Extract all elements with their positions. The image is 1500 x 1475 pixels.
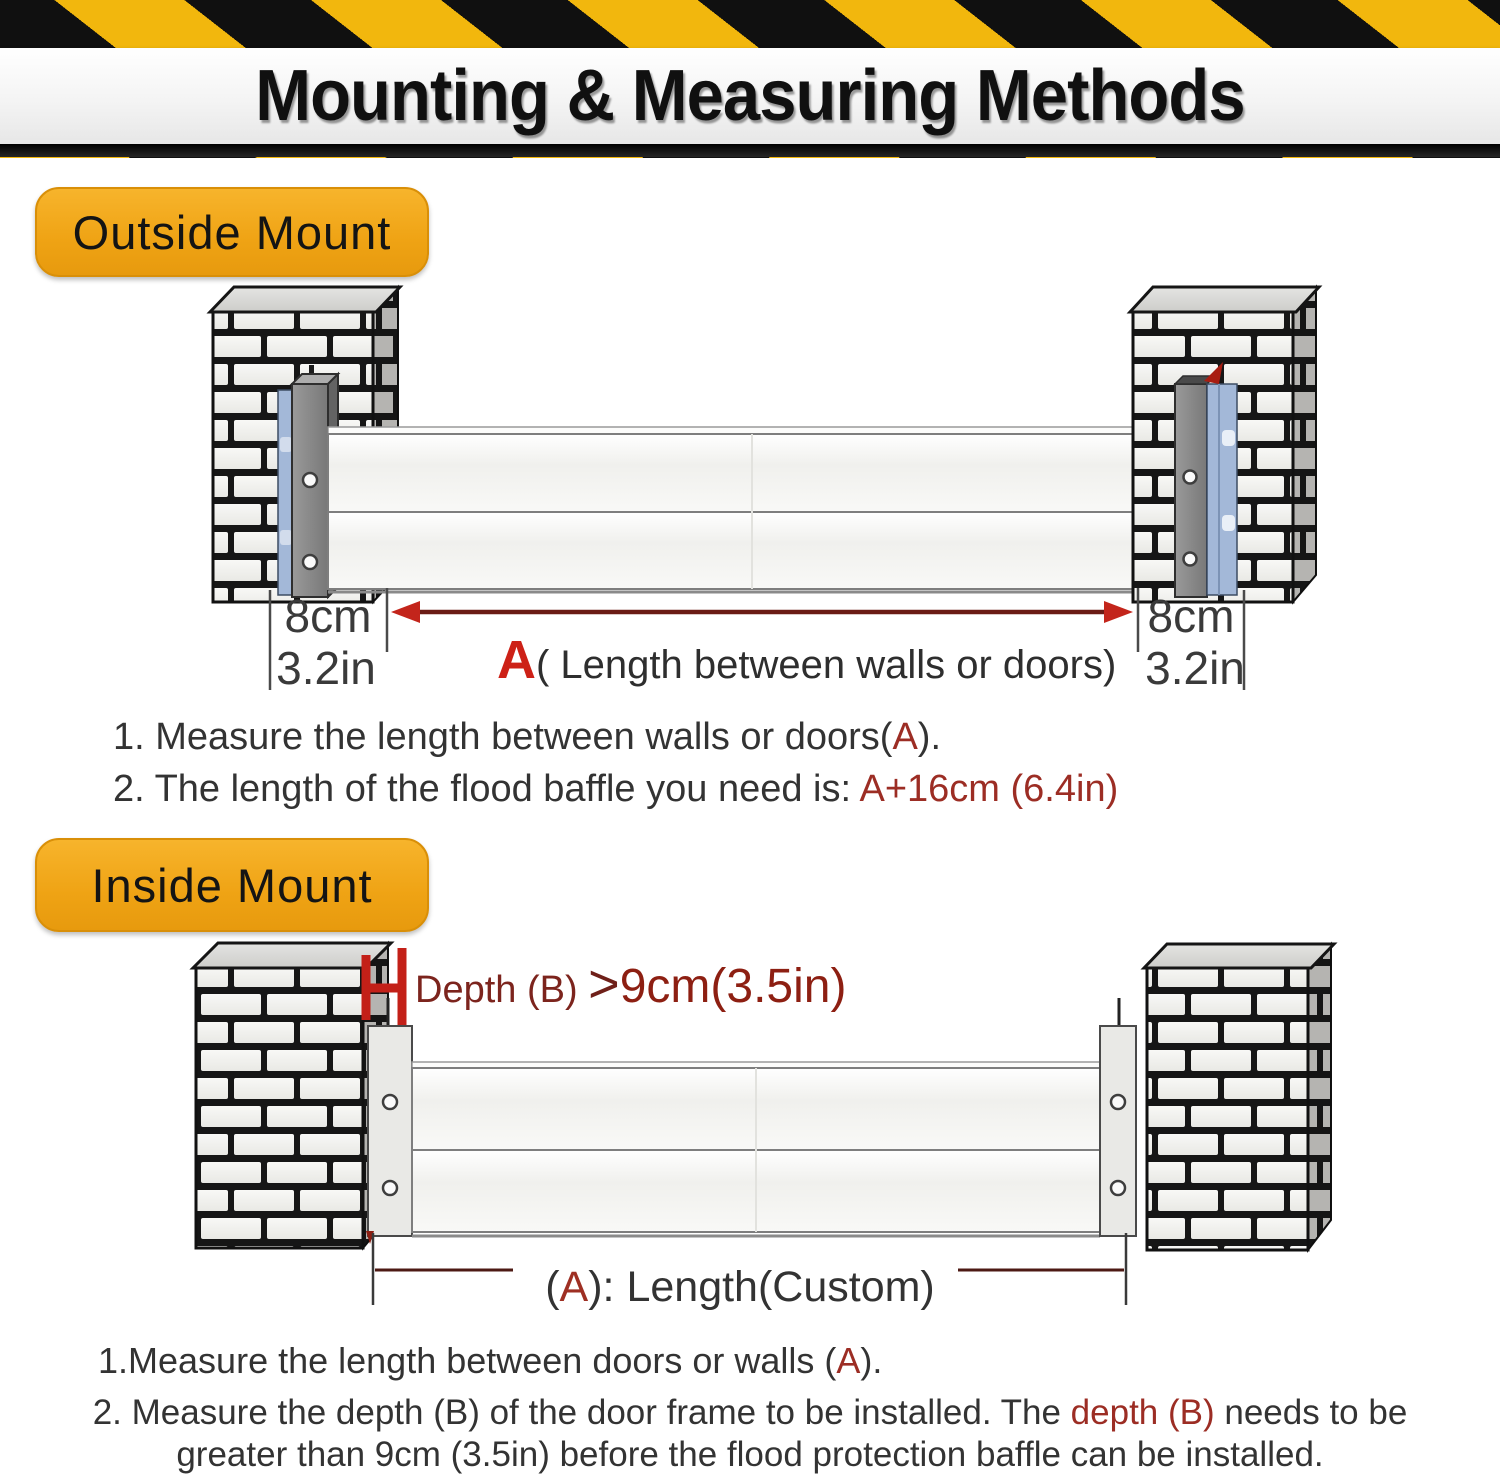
outside-mount-label-text: Outside Mount: [72, 205, 392, 259]
dim-left-in: 3.2in: [276, 642, 376, 694]
hazard-stripe-banner: [0, 0, 1500, 158]
screw-hole: [303, 555, 317, 569]
header-divider: [0, 144, 1500, 157]
outside-right-channel: [1175, 362, 1237, 597]
inside-mount-diagram: [0, 935, 1500, 1340]
span-label: A( Length between walls or doors): [497, 630, 1117, 690]
depth-label: Depth (B) >9cm(3.5in): [415, 954, 847, 1014]
screw-hole: [1184, 553, 1197, 566]
outside-flood-barrier-panels: [328, 427, 1176, 592]
inside-step-2: 2. Measure the depth (B) of the door frame to be installed. The depth (B) needs to be greater than 9cm (3.5in) before the flood protection baffle can be installed.: [92, 1393, 1408, 1474]
inside-right-brick-pillar: [1144, 944, 1334, 1250]
dim-right-in: 3.2in: [1145, 642, 1245, 694]
dim-right-cm: 8cm: [1147, 590, 1235, 642]
screw-hole: [1111, 1181, 1125, 1195]
inside-step-1: 1.Measure the length between doors or walls (A).: [98, 1340, 883, 1381]
screw-hole: [1184, 471, 1197, 484]
outside-step-2: 2. The length of the flood baffle you need is: A+16cm (6.4in): [113, 768, 1119, 810]
step-letter-a: A: [892, 716, 918, 758]
inside-left-brick-pillar: [193, 943, 391, 1248]
outside-measurement: [270, 588, 1245, 694]
inside-flood-barrier-panels: [412, 1062, 1100, 1236]
title-band: [0, 48, 1500, 144]
outside-mount-diagram: [0, 277, 1500, 705]
inside-right-channel: [1100, 998, 1136, 1236]
inside-measurement: [373, 1233, 1126, 1311]
screw-hole: [1111, 1095, 1125, 1109]
outside-step-1: 1. Measure the length between walls or doors(A).: [113, 716, 942, 758]
length-formula: A+16cm (6.4in): [859, 768, 1119, 810]
inside-mount-label: [35, 838, 429, 932]
screw-hole: [383, 1095, 397, 1109]
length-label: (A): Length(Custom): [545, 1263, 935, 1311]
step-letter-a: A: [836, 1340, 861, 1381]
screw-hole: [303, 473, 317, 487]
page-title: Mounting & Measuring Methods: [255, 56, 1245, 136]
outside-mount-label: [35, 187, 429, 277]
inside-mount-label-text: Inside Mount: [91, 858, 373, 912]
inside-left-channel: [366, 998, 412, 1244]
depth-b-highlight: depth (B): [1070, 1393, 1215, 1432]
screw-hole: [383, 1181, 397, 1195]
dim-left-cm: 8cm: [284, 590, 372, 642]
